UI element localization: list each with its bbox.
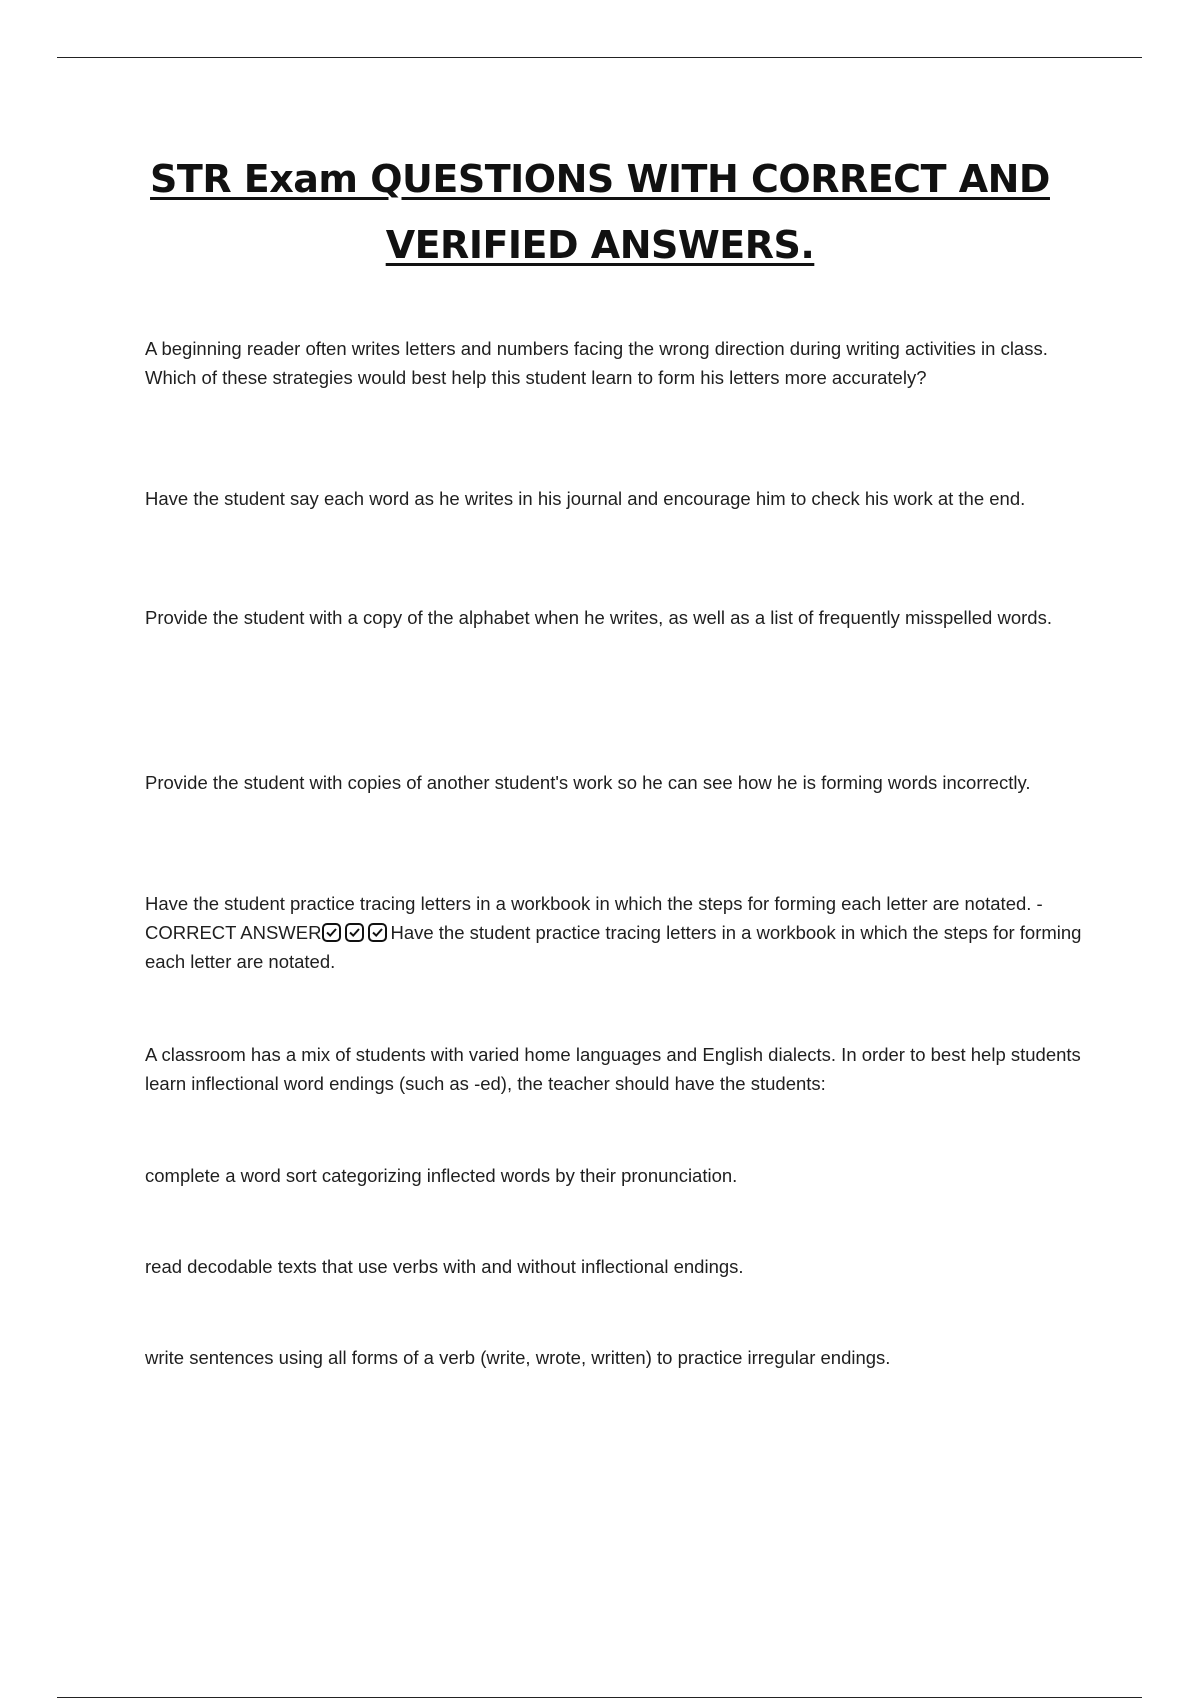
question-1-option-a: Have the student say each word as he writes in his journal and encourage him to check his work at the end. <box>145 488 1026 509</box>
question-1-prompt: A beginning reader often writes letters and numbers facing the wrong direction during writing activities in class. Which of these strategies would best help this student learn to form his letters more accurately? <box>145 338 1048 388</box>
question-1-option-d <box>145 889 1090 976</box>
correct-answer-text: Have the student practice tracing letters in a workbook in which the steps for forming each letter are notated. <box>145 922 1082 972</box>
question-2-option-c: write sentences using all forms of a verb (write, wrote, written) to practice irregular endings. <box>145 1347 891 1368</box>
checkbox-checked-icon <box>322 923 341 942</box>
bottom-rule <box>57 1697 1142 1698</box>
checkbox-checked-icon <box>368 923 387 942</box>
question-1-option-b: Provide the student with a copy of the alphabet when he writes, as well as a list of frequently misspelled words. <box>145 607 1052 628</box>
question-2-option-a: complete a word sort categorizing inflected words by their pronunciation. <box>145 1165 738 1186</box>
checkbox-checked-icon <box>345 923 364 942</box>
title-line-2: VERIFIED ANSWERS. <box>385 223 815 267</box>
title-line-1: STR Exam QUESTIONS WITH CORRECT AND <box>150 157 1050 201</box>
question-1-option-c: Provide the student with copies of another student's work so he can see how he is forming words incorrectly. <box>145 772 1031 793</box>
document-title <box>100 146 1100 278</box>
option-d-text: Have the student practice tracing letters in a workbook in which the steps for forming each letter are notated. - CORRECT ANSWER <box>145 893 1043 943</box>
question-2-option-b: read decodable texts that use verbs with and without inflectional endings. <box>145 1256 744 1277</box>
top-rule <box>57 57 1142 58</box>
question-2-prompt: A classroom has a mix of students with varied home languages and English dialects. In order to best help students learn inflectional word endings (such as -ed), the teacher should have the students: <box>145 1044 1081 1094</box>
